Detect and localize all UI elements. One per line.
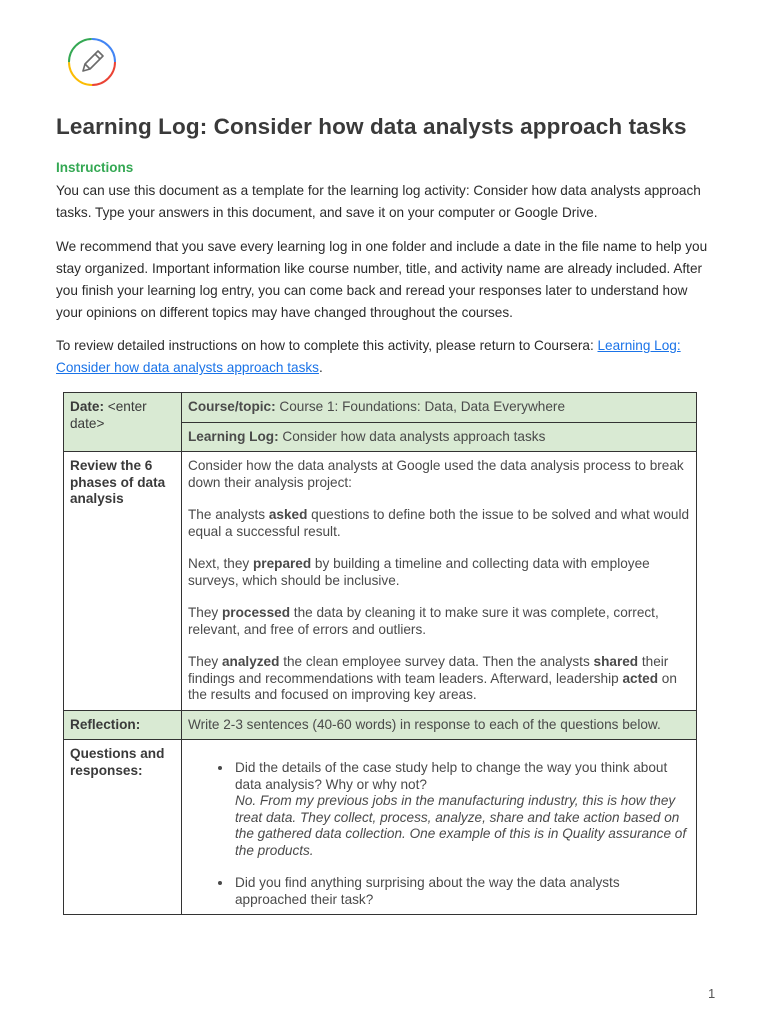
question-item: [233, 760, 690, 859]
log-cell: [182, 422, 697, 452]
recommend-paragraph: We recommend that you save every learning log in one folder and include a date in the file name to help you stay organized. Important information like course number, title, and activity name are already included. After you finish your learning log entry, you can come back and reread your responses later to understand how your opinions on different topics may have changed throughout the courses.: [56, 239, 708, 320]
review-prefix: To review detailed instructions on how to complete this activity, please return to Coursera:: [56, 338, 598, 353]
question-2: • Did you find anything surprising about the way the data analysts approached their task?: [235, 875, 620, 907]
review-content: [182, 452, 697, 711]
qa-label: Questions and responses:: [64, 740, 182, 915]
instructions-label: Instructions: [56, 160, 134, 175]
phase-asked: The analysts asked questions to define both the issue to be solved and what would equal a successful result.: [188, 507, 690, 539]
review-suffix: .: [318, 360, 323, 375]
question-item: [233, 875, 690, 908]
phase-prepared: Next, they prepared by building a timeline and collecting data with employee surveys, which should be inclusive.: [188, 556, 650, 588]
review-paragraph: [56, 335, 716, 379]
phase-processed: They processed the data by cleaning it to make sure it was complete, correct, relevant, and free of errors and outliers.: [188, 605, 659, 637]
review-heading: Review the 6 phases of data analysis: [64, 452, 182, 711]
reflection-label: Reflection:: [64, 710, 182, 740]
page-title: Learning Log: Consider how data analysts approach tasks: [56, 114, 687, 139]
question-1: • Did the details of the case study help to change the way you think about data analysis? Why or why not?: [235, 760, 668, 792]
date-cell[interactable]: [64, 393, 182, 452]
answer-1[interactable]: No. From my previous jobs in the manufacturing industry, this is how they treat data. They collect, process, analyze, share and take action based on the gathered data collection. One example of this is in Quality assurance of the products.: [235, 793, 687, 858]
coursera-link[interactable]: Learning Log: Consider how data analysts approach tasks: [56, 338, 681, 375]
pencil-icon: [66, 36, 118, 88]
review-intro: Consider how the data analysts at Google used the data analysis process to break down their analysis project:: [188, 458, 684, 490]
log-value: Consider how data analysts approach tasks: [278, 428, 546, 444]
learning-log-table: [63, 392, 697, 915]
course-value: Course 1: Foundations: Data, Data Everywhere: [275, 399, 566, 414]
qa-content[interactable]: [182, 740, 697, 915]
reflection-text: Write 2-3 sentences (40-60 words) in response to each of the questions below.: [182, 710, 697, 740]
page-number: 1: [708, 986, 716, 1001]
course-cell: [182, 393, 697, 423]
course-label: Course/topic:: [188, 399, 276, 414]
date-label: Date:: [70, 399, 104, 414]
log-label: Learning Log:: [188, 428, 279, 444]
intro-paragraph: You can use this document as a template for the learning log activity: Consider how data analysts approach tasks. Type your answers in this document, and save it on your computer or Google Drive.: [56, 183, 701, 220]
phase-analyzed: They analyzed the clean employee survey data. Then the analysts shared their findings and recommendations with team leaders. Afterward, leadership acted on the results and focused on improving key areas.: [188, 654, 677, 702]
date-value: <enter date>: [70, 399, 147, 431]
question-list: [188, 760, 690, 908]
